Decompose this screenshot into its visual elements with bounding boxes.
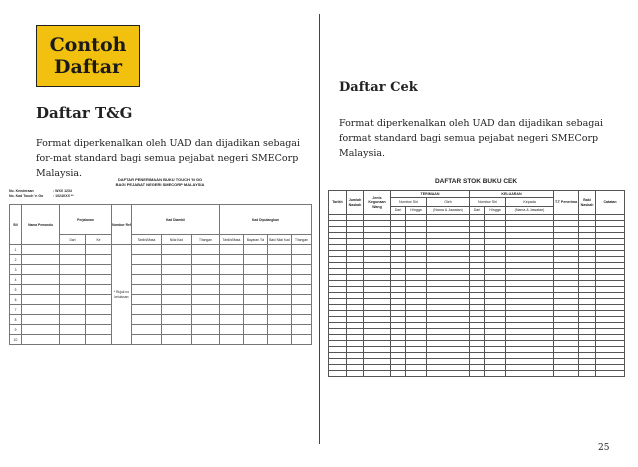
tg-row-number: 3 — [10, 265, 22, 275]
cheque-header-baki-naskah: Baki Naskah — [579, 191, 596, 215]
cheque-table-body — [328, 214, 625, 377]
tg-row-number: 7 — [10, 305, 22, 315]
tg-sub-tarikh-masa-2: Tarikh/Masa — [220, 235, 244, 245]
tg-row-number: 8 — [10, 315, 22, 325]
cheque-sub-kepada: Kepada — [506, 198, 554, 207]
tg-row-number: 9 — [10, 325, 22, 335]
cheque-subsub-dari-1: Dari — [391, 207, 406, 215]
tg-form-title-2: BAGI PEJABAT NEGERI SMECORP MALAYSIA — [115, 182, 205, 187]
tg-row-number: 5 — [10, 285, 22, 295]
column-divider — [319, 14, 320, 444]
tg-register-form — [9, 177, 311, 342]
tg-header-nama: Nama Pemandu — [22, 205, 60, 245]
cheque-empty-row — [329, 371, 625, 377]
tg-header-perjalanan: Perjalanan — [60, 205, 112, 235]
tg-card-value: : 1024XXX ** — [53, 194, 74, 198]
cheque-header-terimaan: TERIMAAN — [391, 191, 470, 198]
badge-line-1: Contoh — [49, 34, 127, 56]
cheque-form-title: DAFTAR STOK BUKU CEK — [434, 178, 518, 185]
tg-row-number: 2 — [10, 255, 22, 265]
cheque-heading: Daftar Cek — [339, 80, 418, 95]
cheque-header-tt-penerima: T.T Penerima — [554, 191, 579, 215]
cheque-description: Format diperkenalkan oleh UAD dan dijadikan sebagai format standard bagi semua pejabat negeri SMECorp Malaysia. — [339, 118, 604, 159]
cheque-header-jenis-kegunaan: Jenis Kegunaan Wang — [364, 191, 391, 215]
cheque-table — [328, 190, 625, 215]
tg-sub-dari: Dari — [60, 235, 86, 245]
cheque-sub-oleh: Oleh — [427, 198, 470, 207]
cheque-header-catatan: Catatan — [596, 191, 625, 215]
tg-sub-t-tangan-2: T/tangan — [292, 235, 312, 245]
tg-row-number: 10 — [10, 335, 22, 345]
tg-row-number: 1 — [10, 245, 22, 255]
cheque-subsub-hingga-2: Hingga — [485, 207, 506, 215]
tg-sub-bayaran-tol: Bayaran Tol — [244, 235, 268, 245]
tg-header-bil: Bil — [10, 205, 22, 245]
tg-sub-ke: Ke — [86, 235, 112, 245]
tg-header-nombor-ref: Nombor Ref — [112, 205, 132, 245]
tg-form-title-1: DAFTAR PENERIMAAN BUKU TOUCH 'N GO — [117, 177, 203, 182]
tg-heading: Daftar T&G — [36, 104, 133, 122]
tg-sub-tarikh-masa-1: Tarikh/Masa — [132, 235, 162, 245]
cheque-header-keluaran: KELUARAN — [470, 191, 554, 198]
example-badge — [36, 25, 140, 87]
tg-header-kad-diambil: Kad Diambil — [132, 205, 220, 235]
tg-ref-note: * Rujuk no kelulusan — [112, 245, 132, 345]
tg-description: Format diperkenalkan oleh UAD dan dijadikan sebagai for-mat standard bagi semua pejabat negeri SMECorp Malaysia. — [36, 138, 301, 179]
tg-vehicle-label: No. Kenderaan — [9, 189, 34, 193]
tg-card-label: No. Kad Touch 'n Go — [9, 194, 44, 198]
page-number: 25 — [598, 443, 610, 453]
cheque-sub-nombor-siri-1: Nombor Siri — [391, 198, 427, 207]
cheque-header-jumlah-naskah: Jumlah Naskah — [347, 191, 364, 215]
tg-row-number: 4 — [10, 275, 22, 285]
cheque-register-form — [328, 178, 624, 383]
cheque-subsub-hingga-1: Hingga — [406, 207, 427, 215]
tg-sub-baki-nilai-kad: Baki Nilai Kad — [268, 235, 292, 245]
tg-sub-t-tangan-1: T/tangan — [192, 235, 220, 245]
cheque-subsub-nama-jawatan-1: (Nama & Jawatan) — [427, 207, 470, 215]
cheque-sub-nombor-siri-2: Nombor Siri — [470, 198, 506, 207]
badge-line-2: Daftar — [53, 56, 123, 78]
tg-table — [9, 204, 312, 345]
tg-sub-nilai-kad: Nilai Kad — [162, 235, 192, 245]
cheque-header-tarikh: Tarikh — [329, 191, 347, 215]
tg-row-number: 6 — [10, 295, 22, 305]
cheque-subsub-nama-jawatan-2: (Nama & Jawatan) — [506, 207, 554, 215]
tg-header-kad-dipulangkan: Kad Dipulangkan — [220, 205, 312, 235]
cheque-subsub-dari-2: Dari — [470, 207, 485, 215]
tg-vehicle-value: : WXX 1234 — [53, 189, 72, 193]
